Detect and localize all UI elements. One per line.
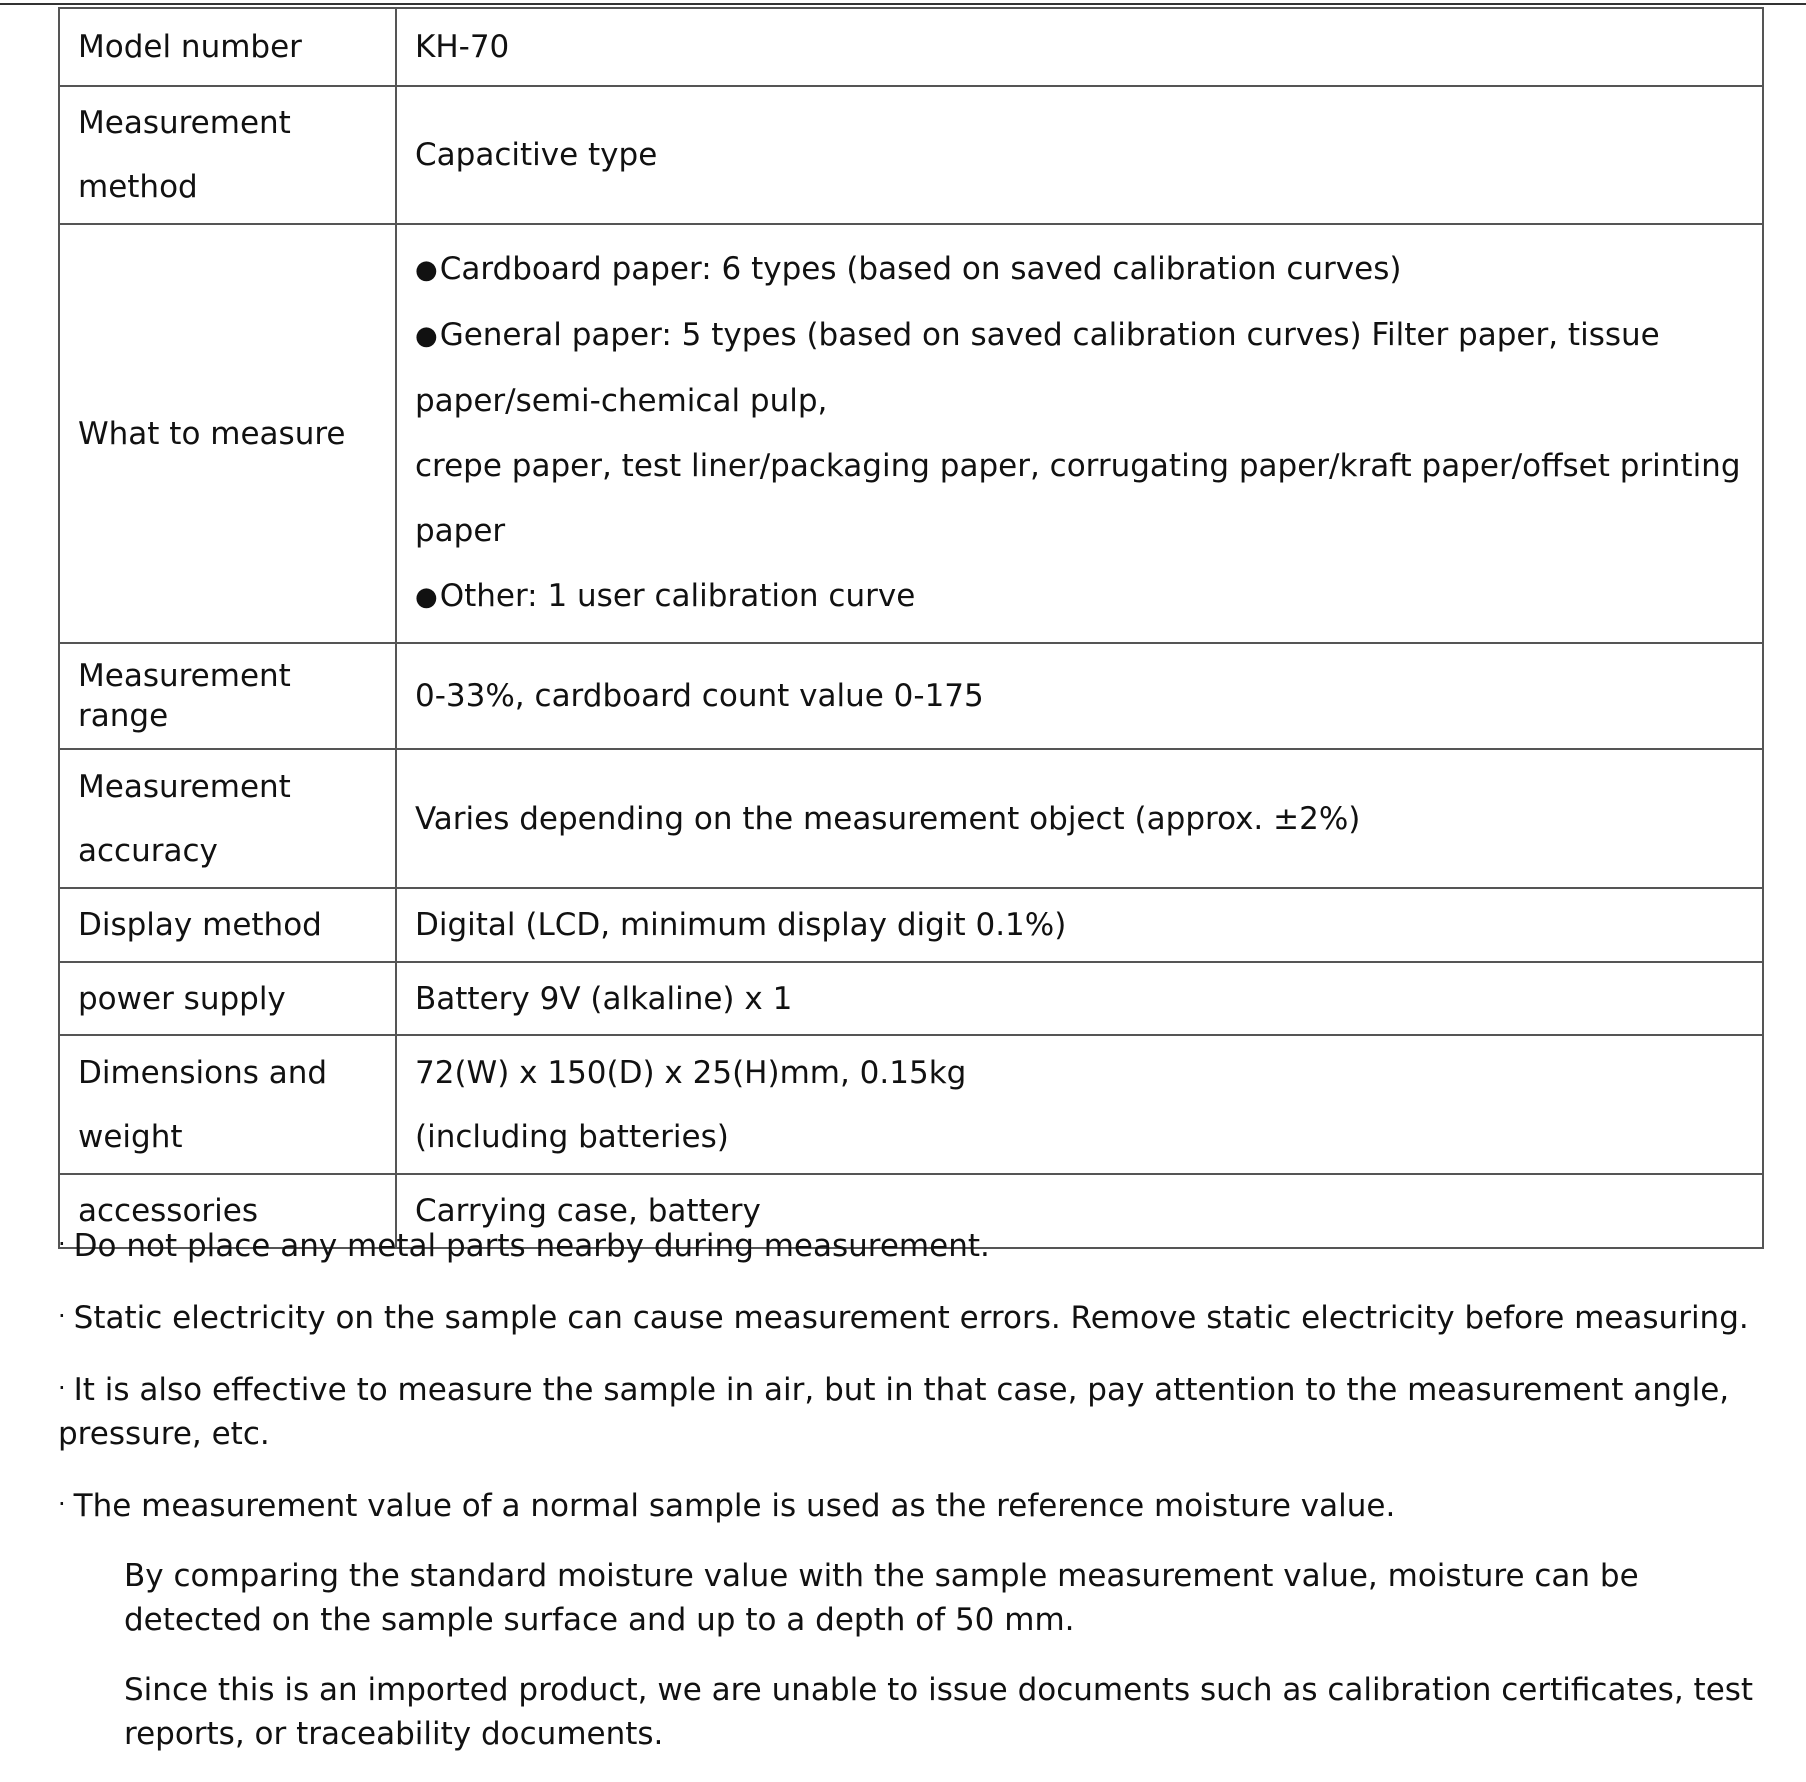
- spec-value-line: crepe paper, test liner/packaging paper, corrugating paper/kraft paper/offset printing: [415, 448, 1741, 484]
- note-item: · It is also effective to measure the sample in air, but in that case, pay attention to the measurement angle, pressure, etc.: [58, 1372, 1730, 1452]
- spec-value: Carrying case, battery: [396, 1174, 1763, 1248]
- spec-value-line: 72(W) x 150(D) x 25(H)mm, 0.15kg: [415, 1054, 967, 1091]
- spec-row-display-method: [59, 888, 1763, 962]
- spec-label: Dimensions and weight: [59, 1035, 396, 1174]
- spec-row-power-supply: [59, 962, 1763, 1035]
- note-item: · The measurement value of a normal sample is used as the reference moisture value.: [58, 1488, 1396, 1524]
- spec-label: Model number: [59, 8, 396, 86]
- spec-value: 0-33%, cardboard count value 0-175: [396, 643, 1763, 749]
- note-item: · Do not place any metal parts nearby during measurement.: [58, 1228, 990, 1264]
- note-bullet: ·: [58, 1374, 66, 1402]
- spec-value-line: paper/semi-chemical pulp,: [415, 383, 828, 419]
- spec-table: [58, 7, 1764, 1249]
- spec-label: Measurement accuracy: [59, 749, 396, 888]
- spec-value: Battery 9V (alkaline) x 1: [396, 962, 1763, 1035]
- spec-label: What to measure: [59, 224, 396, 643]
- spec-value-line: paper: [415, 513, 506, 549]
- note-paragraph: By comparing the standard moisture value with the sample measurement value, moisture can be detected on the sample surface and up to a depth of 50 mm.: [124, 1558, 1639, 1638]
- spec-value: Capacitive type: [396, 86, 1763, 224]
- spec-row-measurement-range: [59, 643, 1763, 749]
- spec-value-line: ●General paper: 5 types (based on saved calibration curves) Filter paper, tissue: [415, 303, 1752, 369]
- spec-row-what-to-measure: [59, 224, 1763, 643]
- bullet-icon: ●: [415, 255, 438, 285]
- notes-section: [58, 1222, 1768, 1782]
- spec-value: Varies depending on the measurement object (approx. ±2%): [396, 749, 1763, 888]
- spec-label: Measurement range: [59, 643, 396, 749]
- spec-value-list: [396, 1035, 1763, 1174]
- spec-value: KH-70: [396, 8, 1763, 86]
- spec-value: Digital (LCD, minimum display digit 0.1%): [396, 888, 1763, 962]
- spec-label: Display method: [59, 888, 396, 962]
- top-rule: [0, 3, 1806, 5]
- spec-value-line: (including batteries): [415, 1118, 729, 1155]
- spec-row-measurement-method: [59, 86, 1763, 224]
- spec-value-list: [396, 224, 1763, 643]
- spec-row-measurement-accuracy: [59, 749, 1763, 888]
- spec-label: power supply: [59, 962, 396, 1035]
- bullet-icon: ●: [415, 321, 438, 351]
- spec-value-line: ●Other: 1 user calibration curve: [415, 564, 1752, 630]
- spec-label: Measurement method: [59, 86, 396, 224]
- note-paragraph: Since this is an imported product, we are unable to issue documents such as calibration certificates, test reports, or traceability documents.: [124, 1672, 1754, 1752]
- note-bullet: ·: [58, 1230, 66, 1258]
- note-bullet: ·: [58, 1302, 66, 1330]
- spec-label: accessories: [59, 1174, 396, 1248]
- spec-row-model-number: [59, 8, 1763, 86]
- note-bullet: ·: [58, 1490, 66, 1518]
- spec-value-line: ●Cardboard paper: 6 types (based on saved calibration curves): [415, 237, 1752, 303]
- note-item: · Static electricity on the sample can cause measurement errors. Remove static electricity before measuring.: [58, 1300, 1749, 1336]
- bullet-icon: ●: [415, 582, 438, 612]
- spec-row-dimensions-weight: [59, 1035, 1763, 1174]
